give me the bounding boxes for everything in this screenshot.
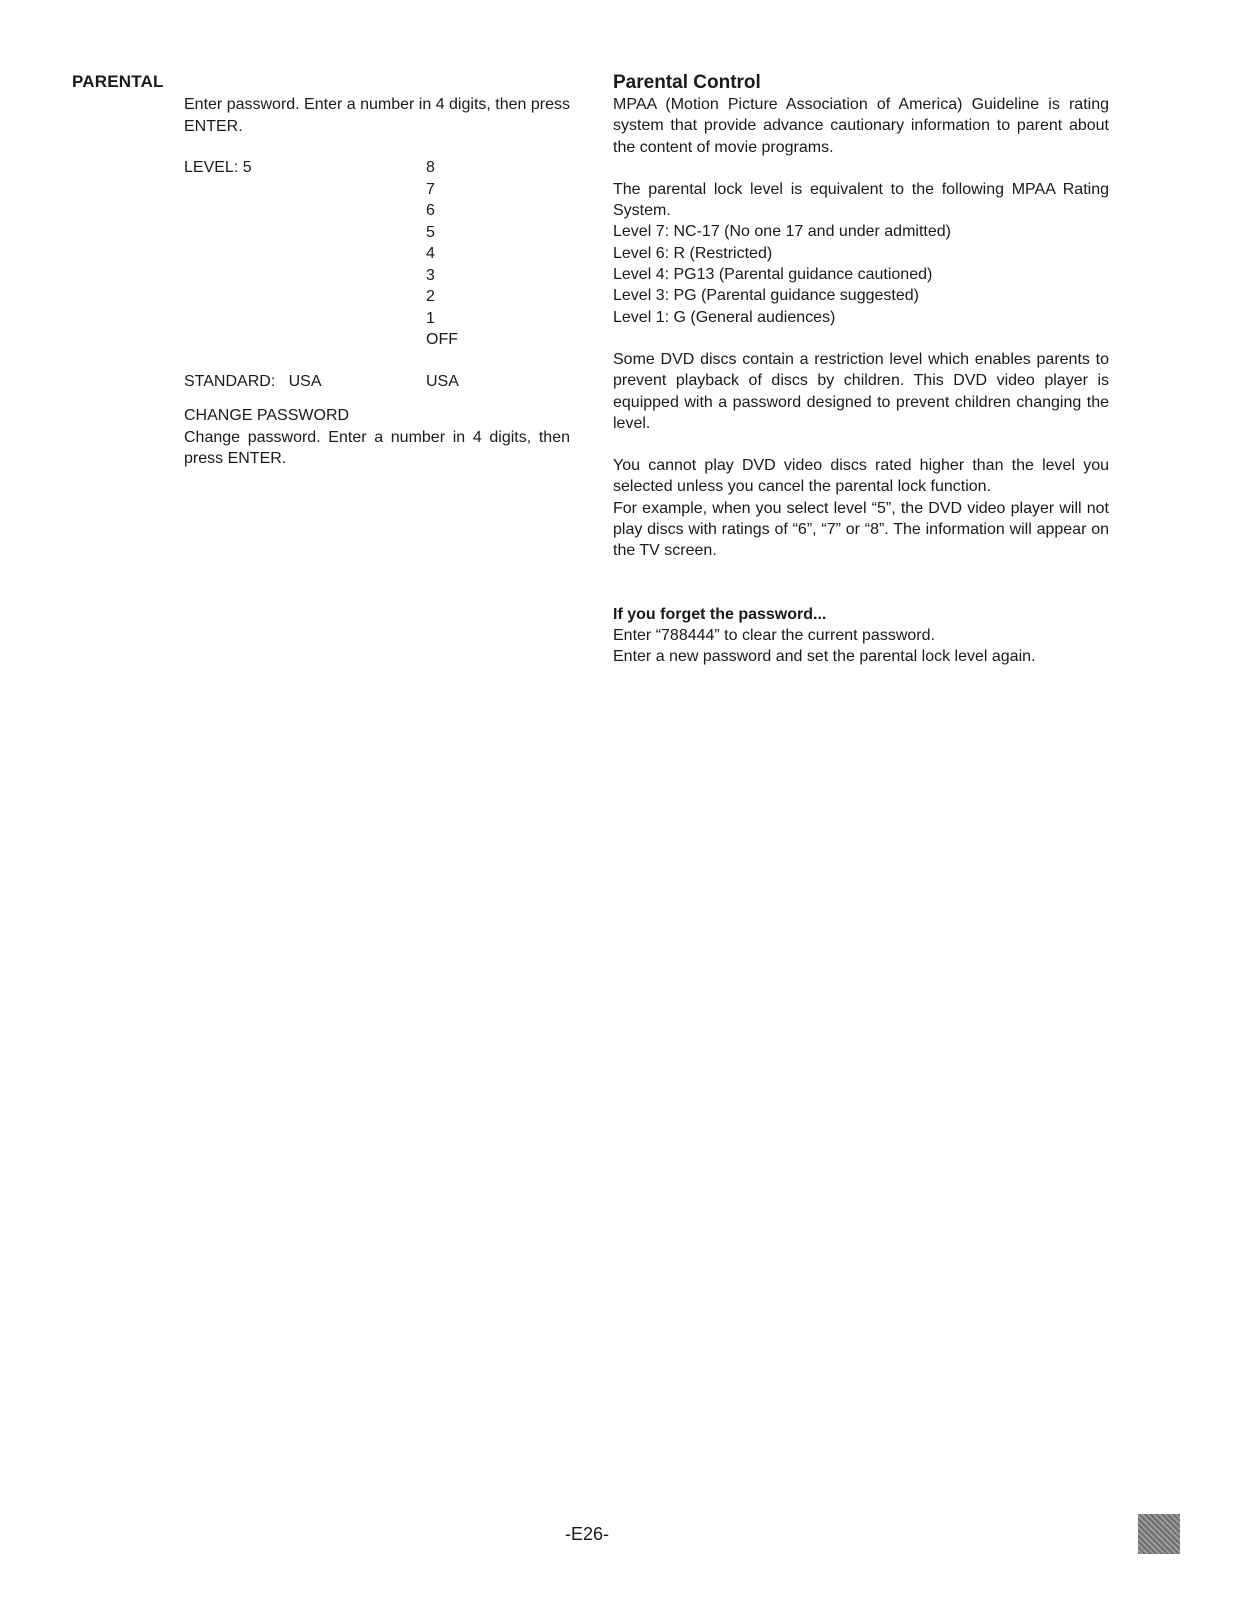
page-number: -E26-: [564, 1524, 609, 1544]
level-option: 5: [426, 223, 435, 241]
standard-label: STANDARD: USA: [184, 373, 322, 390]
mpaa-intro-paragraph: MPAA (Motion Picture Association of America) Guideline is rating system that provide advance cautionary information to parent about the content of movie programs.: [613, 96, 1109, 156]
rating-level-item: Level 4: PG13 (Parental guidance cautioned): [613, 266, 933, 284]
enter-password-text: Enter password. Enter a number in 4 digits, then press ENTER.: [184, 96, 570, 135]
section-heading-parental: PARENTAL: [72, 72, 164, 91]
standard-value: USA: [426, 373, 459, 390]
forget-password-line-1: Enter “788444” to clear the current password.: [613, 626, 935, 644]
level-option: OFF: [426, 331, 458, 348]
corner-thumb-mark: [1138, 1514, 1180, 1554]
equivalence-paragraph: The parental lock level is equivalent to the following MPAA Rating System.: [613, 180, 1109, 220]
level-option: 2: [426, 288, 435, 305]
parental-control-title: Parental Control: [613, 72, 761, 93]
level-option: 3: [426, 266, 435, 284]
level-option: 4: [426, 245, 435, 262]
level-option: 7: [426, 180, 435, 198]
rating-level-item: Level 7: NC-17 (No one 17 and under admitted): [613, 223, 951, 241]
forget-password-line-2: Enter a new password and set the parental lock level again.: [613, 648, 1036, 666]
level-option: 8: [426, 159, 435, 176]
parental-settings-column: [184, 94, 570, 470]
example-paragraph: For example, when you select level “5”, the DVD video player will not play discs with ratings of “6”, “7” or “8”. The information will appear on the TV screen.: [613, 499, 1109, 560]
parental-control-column: [613, 72, 1109, 668]
level-options-list: [426, 157, 458, 351]
cannot-play-paragraph: You cannot play DVD video discs rated higher than the level you selected unless you cancel the parental lock function.: [613, 457, 1109, 496]
rating-levels-list: [613, 221, 1109, 327]
forget-password-title: If you forget the password...: [613, 605, 827, 623]
change-password-text: Change password. Enter a number in 4 digits, then press ENTER.: [184, 428, 570, 467]
restriction-paragraph: Some DVD discs contain a restriction level which enables parents to prevent playback of discs by children. This DVD video player is equipped with a password designed to prevent children changing the level.: [613, 350, 1109, 432]
rating-level-item: Level 6: R (Restricted): [613, 244, 773, 262]
level-option: 6: [426, 202, 435, 219]
rating-level-item: Level 1: G (General audiences): [613, 308, 836, 326]
level-label: LEVEL: 5: [184, 159, 252, 176]
level-setting: [184, 157, 570, 351]
level-option: 1: [426, 309, 435, 327]
rating-level-item: Level 3: PG (Parental guidance suggested): [613, 287, 919, 305]
change-password-title: CHANGE PASSWORD: [184, 407, 350, 424]
standard-setting: [184, 371, 570, 393]
